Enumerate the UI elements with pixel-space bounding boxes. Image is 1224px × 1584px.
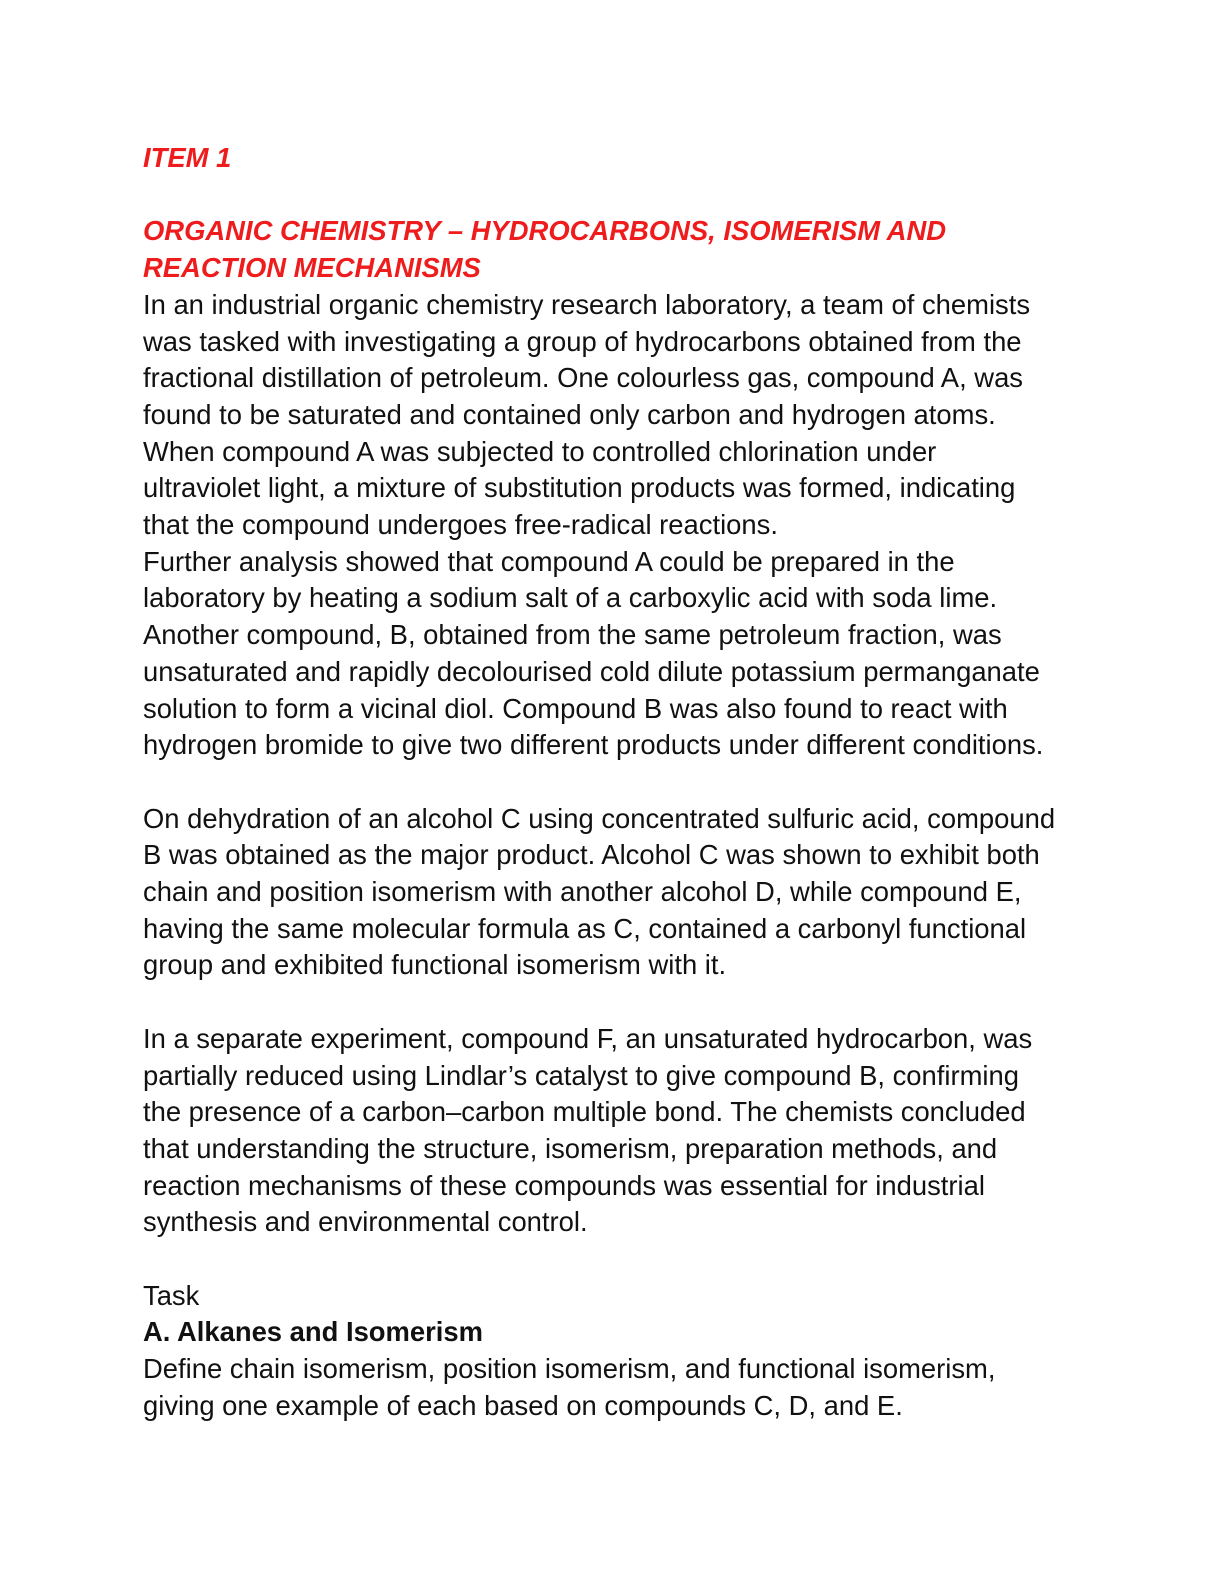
paragraph-3: On dehydration of an alcohol C using concentrated sulfuric acid, compound B was obtained as the major product. Alcohol C was shown to exhibit both chain and position isomerism with another alcohol D, while compound E, having the same molecular formula as C, contained a carbonyl functional group and exhibited functional isomerism with it. — [143, 802, 1056, 981]
task-label: Task — [143, 1279, 200, 1311]
paragraph-spacer — [143, 1241, 1083, 1278]
paragraph-2: Further analysis showed that compound A could be prepared in the laboratory by heating a sodium salt of a carboxylic acid with soda lime. Another compound, B, obtained from the same petroleum fraction, was unsaturated and rapidly decolourised cold dilute potassium permanganate solution to form a vicinal diol. Compound B was also found to react with hydrogen bromide to give two different products under different conditions. — [143, 545, 1044, 761]
item-title: ITEM 1 — [143, 142, 232, 173]
paragraph-spacer — [143, 764, 1083, 801]
section-title: ORGANIC CHEMISTRY – HYDROCARBONS, ISOMERISM AND REACTION MECHANISMS — [143, 215, 947, 284]
paragraph-spacer — [143, 984, 1083, 1021]
task-text: Define chain isomerism, position isomerism, and functional isomerism, giving one example of each based on compounds C, D, and E. — [143, 1353, 996, 1421]
document-page — [143, 140, 1083, 1425]
paragraph-4: In a separate experiment, compound F, an unsaturated hydrocarbon, was partially reduced using Lindlar’s catalyst to give compound B, confirming the presence of a carbon–carbon multiple bond. The chemists concluded that understanding the structure, isomerism, preparation methods, and reaction mechanisms of these compounds was essential for industrial synthesis and environmental control. — [143, 1022, 1033, 1238]
task-heading: A. Alkanes and Isomerism — [143, 1316, 483, 1348]
paragraph-1: In an industrial organic chemistry research laboratory, a team of chemists was tasked with investigating a group of hydrocarbons obtained from the fractional distillation of petroleum. One colourless gas, compound A, was found to be saturated and contained only carbon and hydrogen atoms. When compound A was subjected to controlled chlorination under ultraviolet light, a mixture of substitution products was formed, indicating that the compound undergoes free-radical reactions. — [143, 288, 1031, 541]
